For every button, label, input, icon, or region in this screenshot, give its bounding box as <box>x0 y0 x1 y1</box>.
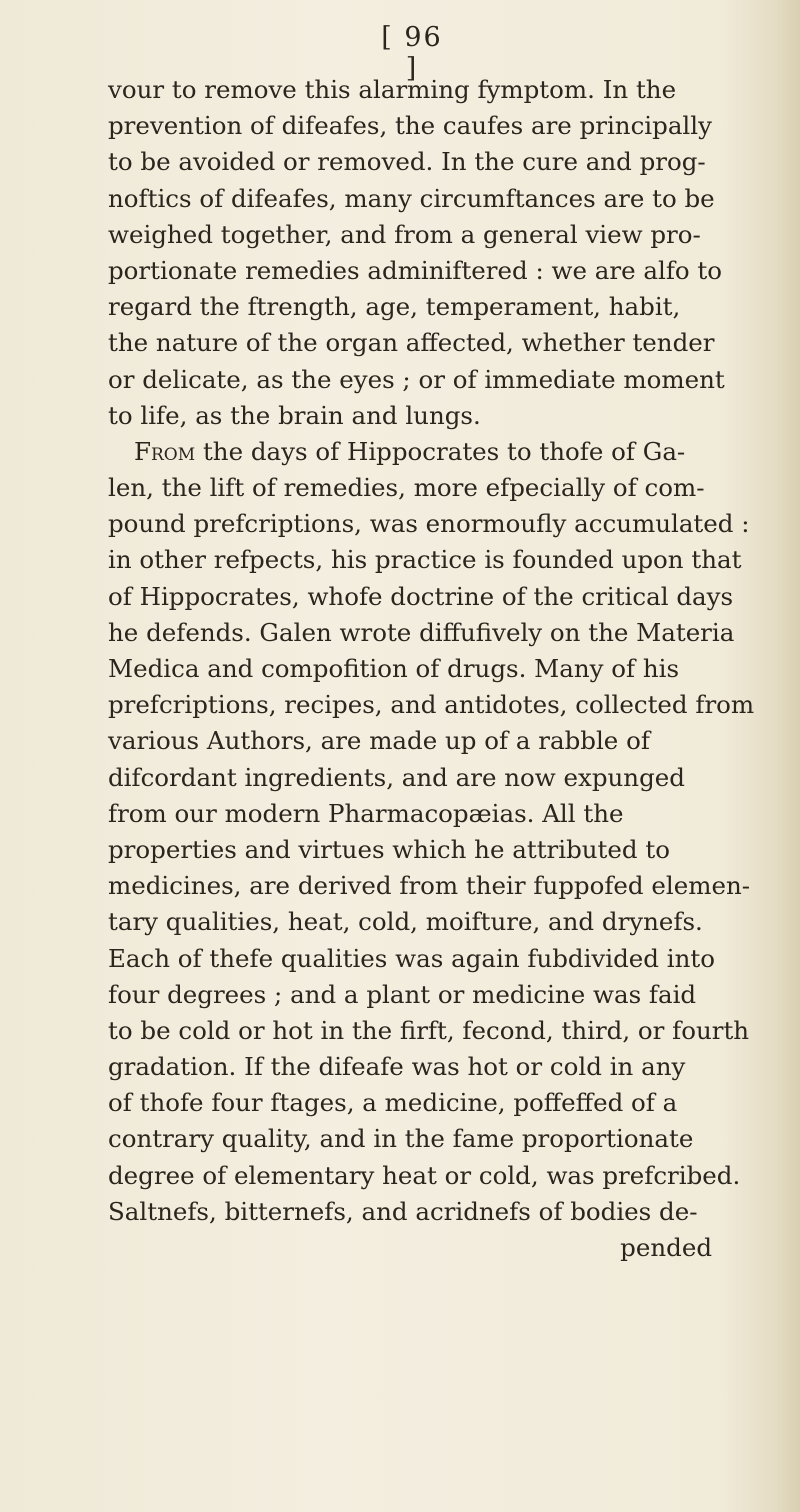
text-line: or delicate, as the eyes ; or of immediate moment <box>108 364 725 394</box>
text-line: of thofe four ftages, a medicine, poffeffed of a <box>108 1088 678 1118</box>
text-line: four degrees ; and a plant or medicine was faid <box>108 979 697 1009</box>
text-line: len, the lift of remedies, more efpecially of com- <box>108 473 705 503</box>
text-line: of Hippocrates, whofe doctrine of the critical days <box>108 581 734 611</box>
text-line: pound prefcriptions, was enormoufly accumulated : <box>108 509 750 539</box>
text-line: in other refpects, his practice is founded upon that <box>108 545 742 575</box>
text-line: gradation. If the difeafe was hot or cold in any <box>108 1052 686 1082</box>
text-line: from our modern Pharmacopæias. All the <box>108 798 624 828</box>
body-text <box>108 72 755 1266</box>
text-line: medicines, are derived from their fuppofed elemen- <box>108 871 751 901</box>
text-line: portionate remedies adminiftered : we are alfo to <box>108 255 723 285</box>
text-line: contrary quality, and in the fame proportionate <box>108 1124 694 1154</box>
text-line: prefcriptions, recipes, and antidotes, collected from <box>108 690 755 720</box>
catchword: pended <box>620 1233 712 1262</box>
paragraph-lead-word: From <box>134 436 196 466</box>
text-line: he defends. Galen wrote diffufively on the Materia <box>108 617 735 647</box>
text-line: vour to remove this alarming fymptom. In the <box>108 75 677 104</box>
text-line: the nature of the organ affected, whether tender <box>108 328 715 358</box>
text-line: to be avoided or removed. In the cure and prog- <box>108 147 706 177</box>
text-line: tary qualities, heat, cold, moifture, and drynefs. <box>108 907 703 937</box>
text-line: difcordant ingredients, and are now expunged <box>108 762 685 792</box>
text-line: degree of elementary heat or cold, was prefcribed. <box>108 1160 741 1190</box>
text-line: Medica and compofition of drugs. Many of his <box>108 654 680 683</box>
text-line: weighed together, and from a general view pro- <box>108 219 701 249</box>
text-line: to life, as the brain and lungs. <box>108 400 481 430</box>
text-line: properties and virtues which he attributed to <box>108 834 670 864</box>
text-line: various Authors, are made up of a rabble of <box>108 726 650 756</box>
text-line: to be cold or hot in the firft, fecond, third, or fourth <box>108 1015 750 1045</box>
text-line: regard the ftrength, age, temperament, habit, <box>108 292 681 322</box>
text-line: prevention of difeafes, the caufes are principally <box>108 111 712 141</box>
paragraph-first-line <box>108 434 712 470</box>
text-line: Saltnefs, bitternefs, and acridnefs of bodies de- <box>108 1196 698 1226</box>
text-line-remainder: the days of Hippocrates to thofe of Ga- <box>202 436 686 466</box>
text-line: Each of thefe qualities was again fubdivided into <box>108 943 715 973</box>
page-number: [ 96 ] <box>381 22 443 84</box>
text-line: noftics of difeafes, many circumftances are to be <box>108 183 715 213</box>
